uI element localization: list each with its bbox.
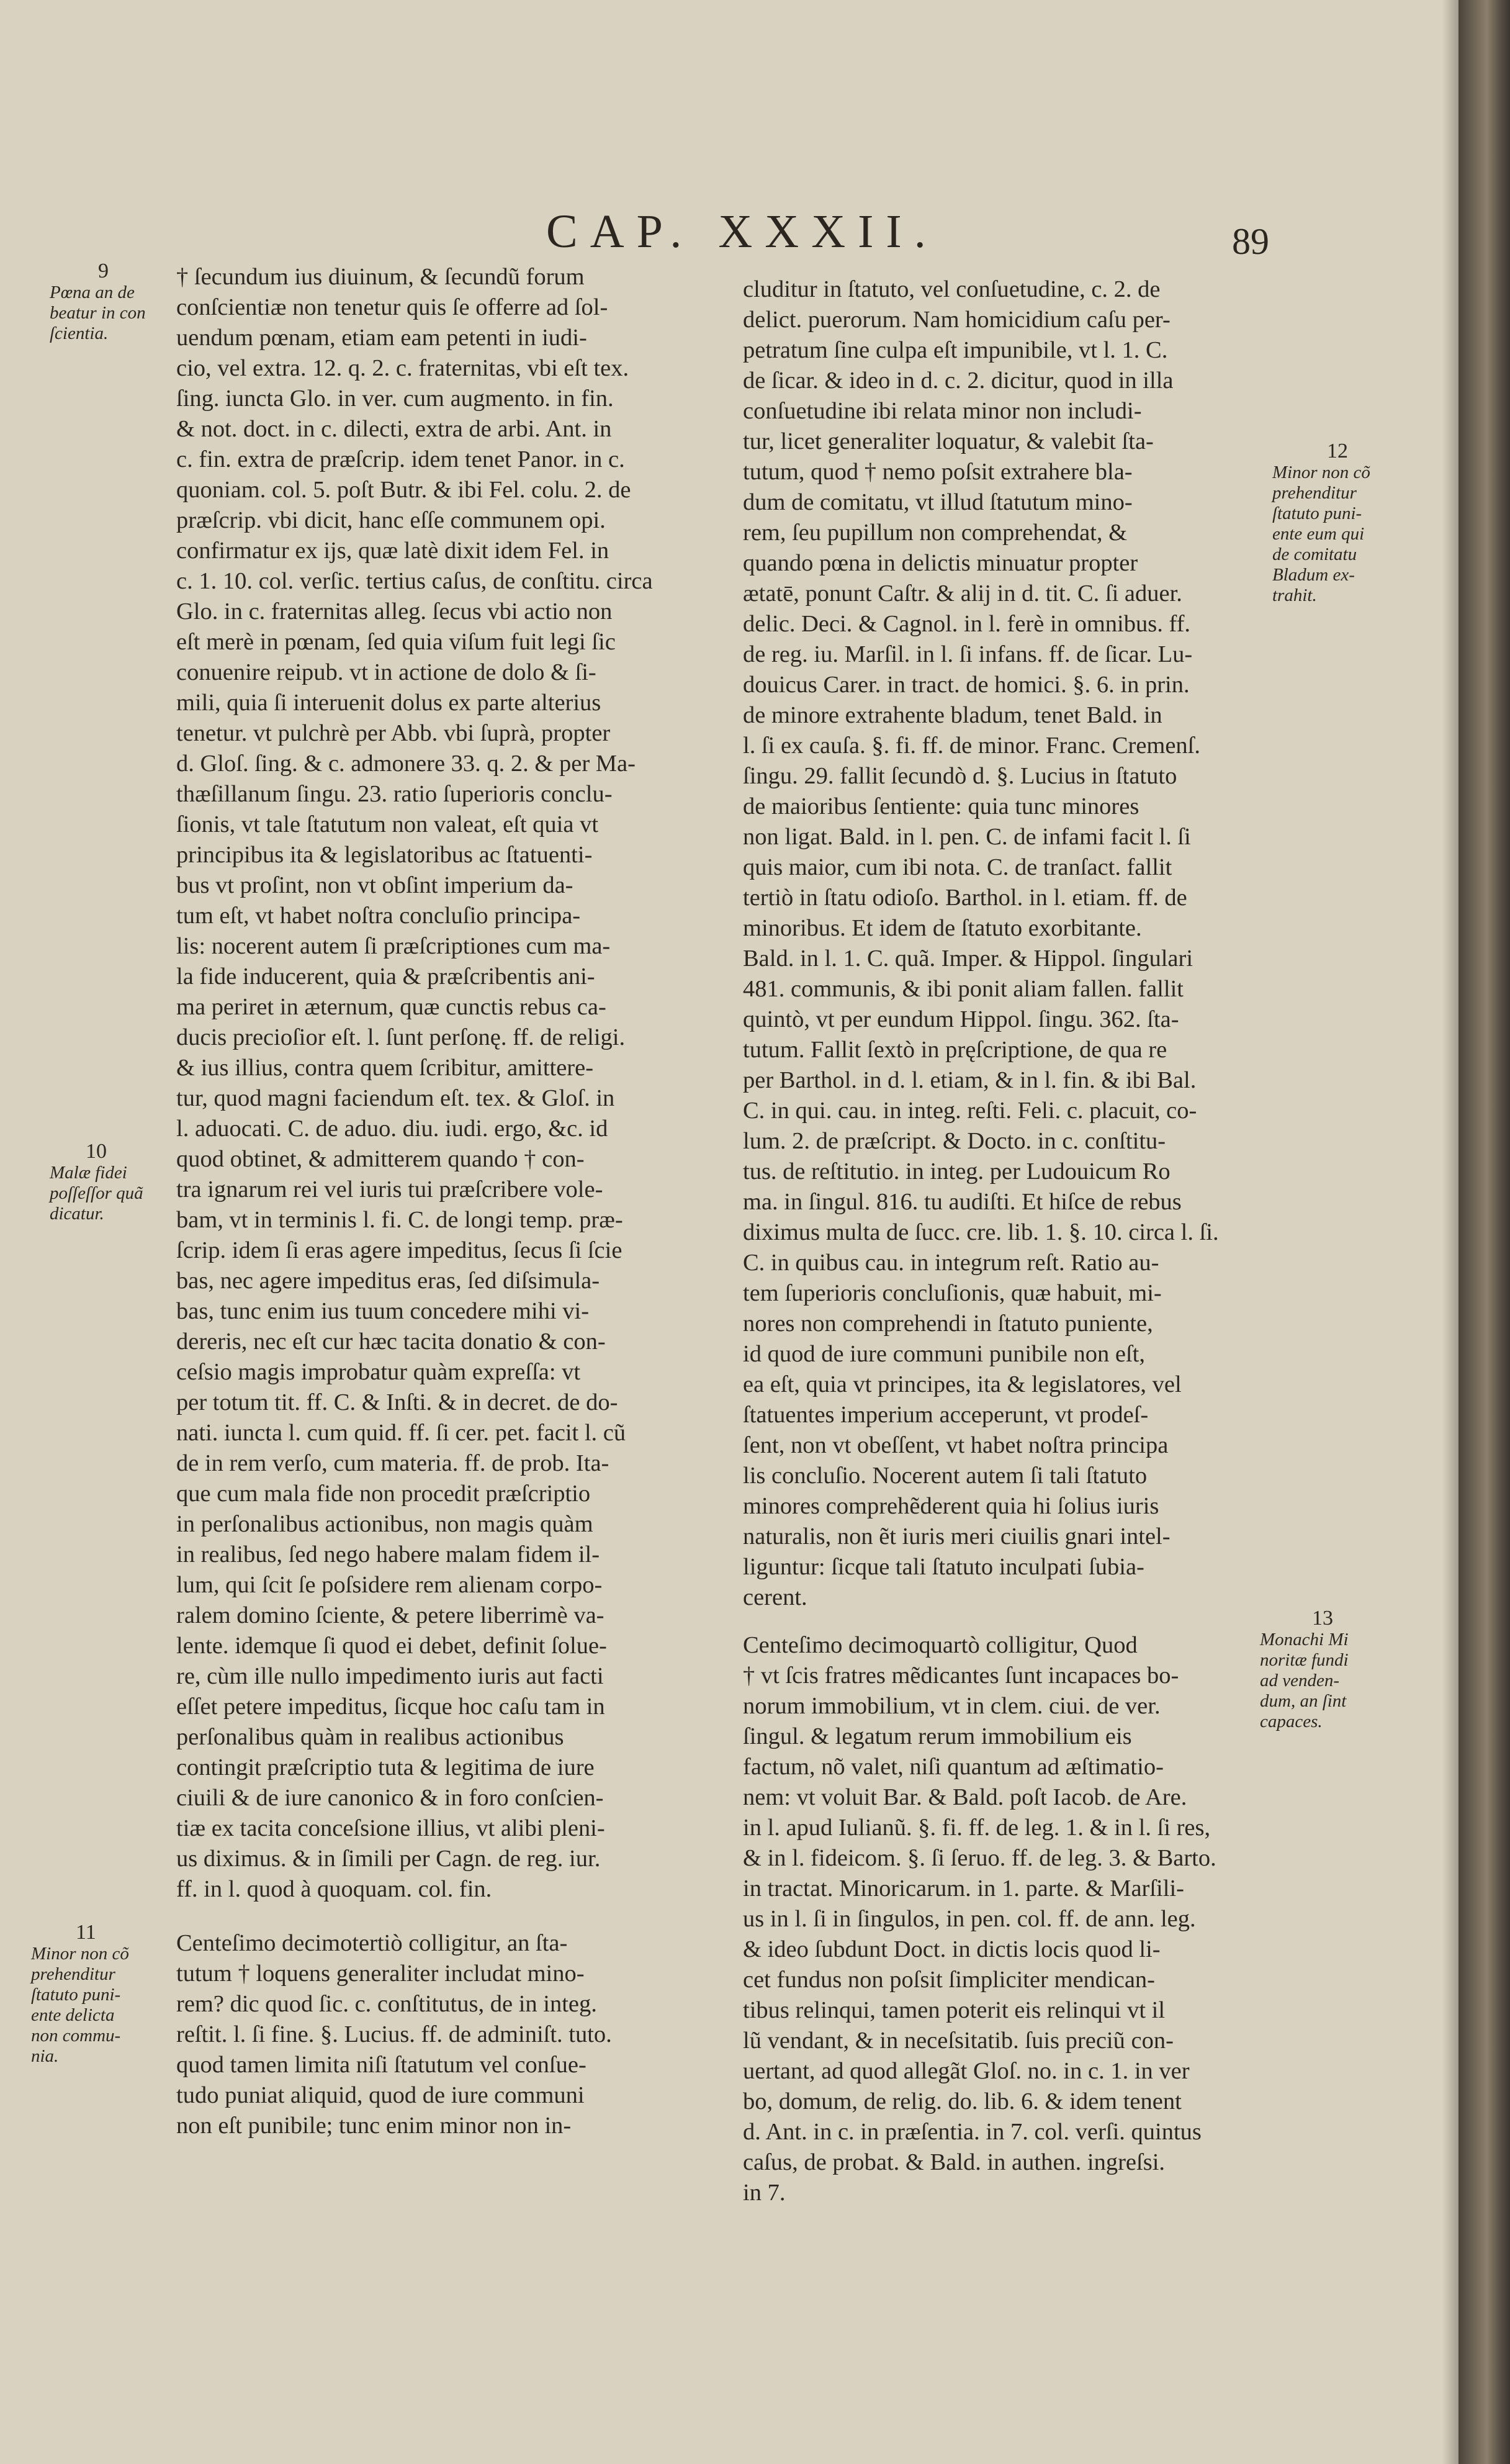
running-head: CAP. XXXII.: [546, 205, 938, 258]
text-line: que cum mala fide non procedit præſcriptio: [176, 1481, 591, 1507]
text-line: tenetur. vt pulchrè per Abb. vbi ſuprà, propter: [176, 720, 611, 746]
text-line: & ius illius, contra quem ſcribitur, amittere-: [176, 1055, 594, 1081]
text-line: lum, qui ſcit ſe poſsidere rem alienam corpo-: [176, 1572, 603, 1598]
margin-note-number: 10: [86, 1140, 107, 1163]
text-line: ralem domino ſciente, & petere liberrimè va-: [176, 1602, 604, 1628]
margin-note-line: de comitatu: [1272, 544, 1357, 564]
text-line: de reg. iu. Marſil. in l. ſi infans. ff. de ſicar. Lu-: [743, 641, 1193, 667]
text-line: de ſicar. & ideo in d. c. 2. dicitur, quod in illa: [743, 368, 1174, 394]
text-line: in realibus, ſed nego habere malam fidem il-: [176, 1541, 600, 1568]
text-line: in perſonalibus actionibus, non magis quàm: [176, 1511, 593, 1537]
left-text-column: [176, 262, 722, 2141]
text-line: lis: nocerent autem ſi præſcriptiones cum ma-: [176, 933, 611, 959]
text-line: dum de comitatu, vt illud ſtatutum mino-: [743, 489, 1133, 515]
margin-note-line: trahit.: [1272, 585, 1317, 605]
text-line: quando pœna in delictis minuatur propter: [743, 550, 1138, 576]
text-line: delic. Deci. & Cagnol. in l. ferè in omnibus. ff.: [743, 611, 1191, 637]
text-line: cluditur in ſtatuto, vel conſuetudine, c. 2. de: [743, 276, 1161, 302]
text-line: † ſecundum ius diuinum, & ſecundũ forum: [176, 264, 585, 290]
text-line: ſionis, vt tale ſtatutum non valeat, eſt quia vt: [176, 811, 599, 837]
text-line: & in l. fideicom. §. ſi ſeruo. ff. de leg. 3. & Barto.: [743, 1845, 1216, 1871]
text-line: re, cùm ille nullo impedimento iuris aut facti: [176, 1663, 604, 1689]
text-line: l. aduocati. C. de aduo. diu. iudi. ergo, &c. id: [176, 1116, 608, 1142]
text-line: c. 1. 10. col. verſic. tertius caſus, de conſtitu. circa: [176, 568, 653, 594]
text-line: minoribus. Et idem de ſtatuto exorbitante.: [743, 915, 1142, 941]
text-line: quod tamen limita niſi ſtatutum vel conſue-: [176, 2052, 586, 2078]
margin-note-line: capaces.: [1260, 1712, 1323, 1731]
text-line: tibus relinqui, tamen poterit eis relinqui vt il: [743, 1997, 1166, 2023]
margin-note-12: [1272, 441, 1370, 606]
text-line: tiæ ex tacita conceſsione illius, vt alibi pleni-: [176, 1815, 605, 1841]
text-line: tudo puniat aliquid, quod de iure communi: [176, 2082, 585, 2108]
text-line: conuenire reipub. vt in actione de dolo & ſi-: [176, 659, 596, 685]
text-line: c. fin. extra de præſcrip. idem tenet Panor. in c.: [176, 446, 625, 472]
text-line: Glo. in c. fraternitas alleg. ſecus vbi actio non: [176, 598, 613, 625]
text-line: Bald. in l. 1. C. quã. Imper. & Hippol. ſingulari: [743, 945, 1193, 972]
text-line: cerent.: [743, 1584, 807, 1610]
text-line: tertiò in ſtatu odioſo. Barthol. in l. etiam. ff. de: [743, 885, 1187, 911]
text-line: per Barthol. in d. l. etiam, & in l. fin. & ibi Bal.: [743, 1067, 1197, 1093]
text-line: mili, quia ſi interuenit dolus ex parte alterius: [176, 690, 601, 716]
text-line: bus vt proſint, non vt obſint imperium da-: [176, 872, 573, 898]
margin-note-line: dum, an ſint: [1260, 1691, 1347, 1711]
margin-note-line: ſcientia.: [50, 323, 109, 343]
text-line: ſing. iuncta Glo. in ver. cum augmento. in fin.: [176, 386, 614, 412]
margin-note-line: prehenditur: [1272, 483, 1357, 503]
margin-note-line: poſſeſſor quã: [50, 1183, 143, 1203]
text-line: reſtit. l. ſi fine. §. Lucius. ff. de adminiſt. tuto.: [176, 2021, 612, 2047]
page-number: 89: [1232, 221, 1269, 262]
text-line: quoniam. col. 5. poſt Butr. & ibi Fel. colu. 2. de: [176, 477, 631, 503]
text-line: tum eſt, vt habet noſtra concluſio principa-: [176, 903, 581, 929]
margin-note-line: beatur in con: [50, 303, 146, 323]
margin-note-line: non commu-: [31, 2026, 121, 2046]
text-line: factum, nõ valet, niſi quantum ad æſtimatio-: [743, 1754, 1164, 1780]
text-line: caſus, de probat. & Bald. in authen. ingreſsi.: [743, 2149, 1166, 2175]
text-line: tem ſuperioris concluſionis, quæ habuit, mi-: [743, 1280, 1162, 1306]
text-line: quod obtinet, & admitterem quando † con-: [176, 1146, 585, 1172]
text-line: Centeſimo decimotertiò colligitur, an ſta-: [176, 1930, 568, 1956]
text-line: naturalis, non ẽt iuris meri ciuilis gnari intel-: [743, 1523, 1171, 1550]
text-line: ma periret in æternum, quæ cunctis rebus ca-: [176, 994, 606, 1020]
text-line: norum immobilium, vt in clem. ciui. de ver.: [743, 1693, 1161, 1719]
margin-note-line: noritæ fundi: [1260, 1650, 1349, 1670]
margin-note-line: prehenditur: [31, 1964, 115, 1984]
text-line: tus. de reſtitutio. in integ. per Ludouicum Ro: [743, 1158, 1171, 1185]
text-line: bas, nec agere impeditus eras, ſed diſsimula-: [176, 1268, 600, 1294]
margin-note-11: [31, 1922, 129, 2067]
text-line: eſſet petere impeditus, ſicque hoc caſu tam in: [176, 1694, 605, 1720]
text-line: & ideo ſubdunt Doct. in dictis locis quod li-: [743, 1936, 1161, 1962]
margin-note-line: Malæ fidei: [50, 1163, 127, 1183]
text-line: us in l. ſi in ſingulos, in pen. col. ff. de ann. leg.: [743, 1906, 1196, 1932]
text-line: Centeſimo decimoquartò colligitur, Quod: [743, 1632, 1138, 1658]
text-line: liguntur: ſicque tali ſtatuto inculpati ſubia-: [743, 1554, 1144, 1580]
text-line: thæſillanum ſingu. 23. ratio ſuperioris conclu-: [176, 781, 613, 807]
margin-note-line: ad venden-: [1260, 1671, 1340, 1690]
text-line: 481. communis, & ibi ponit aliam fallen. fallit: [743, 976, 1184, 1002]
text-line: tutum, quod † nemo poſsit extrahere bla-: [743, 459, 1133, 485]
text-line: C. in quibus cau. in integrum reſt. Ratio au-: [743, 1250, 1159, 1276]
margin-note-line: Minor non cõ: [31, 1944, 129, 1964]
book-page-edges: [1458, 0, 1510, 2464]
text-line: petratum ſine culpa eſt impunibile, vt l. 1. C.: [743, 337, 1168, 363]
text-line: lũ vendant, & in neceſsitatib. ſuis preciũ con-: [743, 2028, 1174, 2054]
margin-note-number: 12: [1327, 440, 1348, 463]
text-line: bas, tunc enim ius tuum concedere mihi vi-: [176, 1298, 590, 1324]
text-line: tra ignarum rei vel iuris tui præſcribere vole-: [176, 1176, 603, 1203]
text-line: tutum † loquens generaliter includat mino-: [176, 1961, 585, 1987]
text-line: ſtatuentes imperium acceperunt, vt prodeſ-: [743, 1402, 1149, 1428]
margin-note-number: 11: [76, 1921, 96, 1944]
text-line: tur, licet generaliter loquatur, & valebit ſta-: [743, 428, 1154, 454]
margin-note-line: Monachi Mi: [1260, 1630, 1349, 1649]
text-line: præſcrip. vbi dicit, hanc eſſe communem opi.: [176, 507, 606, 533]
text-line: cio, vel extra. 12. q. 2. c. fraternitas, vbi eſt tex.: [176, 355, 629, 381]
text-line: uendum pœnam, etiam eam petenti in iudi-: [176, 325, 587, 351]
text-line: bam, vt in terminis l. fi. C. de longi temp. præ-: [176, 1207, 623, 1233]
text-line: eſt merè in pœnam, ſed quia viſum fuit legi ſic: [176, 629, 616, 655]
text-line: & not. doct. in c. dilecti, extra de arbi. Ant. in: [176, 416, 612, 442]
text-line: delict. puerorum. Nam homicidium caſu per-: [743, 307, 1171, 333]
text-line: la fide inducerent, quia & præſcribentis ani-: [176, 963, 595, 990]
text-line: diximus multa de ſucc. cre. lib. 1. §. 10. circa l. ſi.: [743, 1219, 1219, 1245]
text-line: lis concluſio. Nocerent autem ſi tali ſtatuto: [743, 1463, 1148, 1489]
text-line: douicus Carer. in tract. de homici. §. 6. in prin.: [743, 672, 1190, 698]
margin-note-line: ente delicta: [31, 2005, 115, 2025]
text-line: † vt ſcis fratres mẽdicantes ſunt incapaces bo-: [743, 1663, 1179, 1689]
text-line: nem: vt voluit Bar. & Bald. poſt Iacob. de Are.: [743, 1784, 1187, 1810]
text-line: rem, ſeu pupillum non comprehendat, &: [743, 520, 1128, 546]
text-line: non eſt punibile; tunc enim minor non in-: [176, 2113, 572, 2139]
text-line: perſonalibus quàm in realibus actionibus: [176, 1724, 564, 1750]
text-line: l. ſi ex cauſa. §. fi. ff. de minor. Franc. Cremenſ.: [743, 733, 1201, 759]
margin-note-10: [50, 1141, 143, 1224]
text-line: nati. iuncta l. cum quid. ff. ſi cer. pet. facit l. cũ: [176, 1420, 626, 1446]
text-line: d. Gloſ. ſing. & c. admonere 33. q. 2. & per Ma-: [176, 751, 636, 777]
text-line: in l. apud Iulianũ. §. fi. ff. de leg. 1. & in l. ſi res,: [743, 1815, 1211, 1841]
margin-note-line: ſtatuto puni-: [31, 1985, 121, 2005]
text-line: contingit præſcriptio tuta & legitima de iure: [176, 1754, 595, 1780]
text-line: tur, quod magni faciendum eſt. tex. & Gloſ. in: [176, 1085, 615, 1111]
text-line: non ligat. Bald. in l. pen. C. de infami facit l. ſi: [743, 824, 1191, 850]
text-line: ea eſt, quia vt principes, ita & legislatores, vel: [743, 1371, 1182, 1397]
text-line: confirmatur ex ijs, quæ latè dixit idem Fel. in: [176, 538, 609, 564]
text-line: quis maior, cum ibi nota. C. de tranſact. fallit: [743, 854, 1172, 880]
text-line: ſingul. & legatum rerum immobilium eis: [743, 1723, 1132, 1749]
text-line: ma. in ſingul. 816. tu audiſti. Et hiſce de rebus: [743, 1189, 1182, 1215]
text-line: conſuetudine ibi relata minor non includi-: [743, 398, 1142, 424]
margin-note-line: Minor non cõ: [1272, 463, 1370, 482]
text-line: C. in qui. cau. in integ. reſti. Feli. c. placuit, co-: [743, 1098, 1197, 1124]
text-line: minores comprehẽderent quia hi ſolius iuris: [743, 1493, 1159, 1519]
text-line: us diximus. & in ſimili per Cagn. de reg. iur.: [176, 1846, 601, 1872]
text-line: in 7.: [743, 2180, 786, 2206]
text-line: in tractat. Minoricarum. in 1. parte. & Marſili-: [743, 1875, 1184, 1902]
text-line: de maioribus ſentiente: quia tunc minores: [743, 793, 1139, 819]
text-line: id quod de iure communi punibile non eſt,: [743, 1341, 1145, 1367]
text-line: ciuili & de iure canonico & in foro conſcien-: [176, 1785, 604, 1811]
text-line: lum. 2. de præſcript. & Docto. in c. conſtitu-: [743, 1128, 1166, 1154]
margin-note-9: [50, 261, 146, 344]
margin-note-line: nia.: [31, 2046, 59, 2066]
text-line: rem? dic quod ſic. c. conſtitutus, de in integ.: [176, 1991, 597, 2017]
text-line: uertant, ad quod allegãt Gloſ. no. in c. 1. in ver: [743, 2058, 1190, 2084]
text-line: ætatē, ponunt Caſtr. & alij in d. tit. C. ſi aduer.: [743, 580, 1182, 607]
margin-note-number: 9: [98, 259, 109, 282]
margin-note-line: Pœna an de: [50, 282, 135, 302]
margin-note-line: ſtatuto puni-: [1272, 503, 1362, 523]
text-line: bo, domum, de relig. do. lib. 6. & idem tenent: [743, 2088, 1182, 2114]
text-line: lente. idemque ſi quod ei debet, definit ſolue-: [176, 1633, 607, 1659]
text-line: conſcientiæ non tenetur quis ſe offerre ad ſol-: [176, 294, 608, 320]
text-line: cet fundus non poſsit ſimpliciter mendican-: [743, 1967, 1155, 1993]
margin-note-line: ente eum qui: [1272, 524, 1365, 544]
text-line: principibus ita & legislatoribus ac ſtatuenti-: [176, 842, 593, 868]
text-line: ducis precioſior eſt. l. ſunt perſonę. ff. de religi.: [176, 1024, 626, 1050]
text-line: de minore extrahente bladum, tenet Bald. in: [743, 702, 1162, 728]
text-line: ſent, non vt obeſſent, vt habet noſtra principa: [743, 1432, 1169, 1458]
text-line: dereris, nec eſt cur hæc tacita donatio & con-: [176, 1329, 606, 1355]
text-line: nores non comprehendi in ſtatuto puniente,: [743, 1311, 1153, 1337]
text-line: quintò, vt per eundum Hippol. ſingu. 362. ſta-: [743, 1006, 1179, 1032]
text-line: ff. in l. quod à quoquam. col. fin.: [176, 1876, 492, 1902]
text-line: per totum tit. ff. C. & Inſti. & in decret. de do-: [176, 1389, 618, 1415]
text-line: de in rem verſo, cum materia. ff. de prob. Ita-: [176, 1450, 609, 1476]
margin-note-number: 13: [1312, 1607, 1333, 1630]
text-line: tutum. Fallit ſextò in pręſcriptione, de qua re: [743, 1037, 1167, 1063]
text-line: ſingu. 29. fallit ſecundò d. §. Lucius in ſtatuto: [743, 763, 1177, 789]
text-line: ceſsio magis improbatur quàm expreſſa: vt: [176, 1359, 581, 1385]
margin-note-line: Bladum ex-: [1272, 565, 1355, 585]
text-line: d. Ant. in c. in præſentia. in 7. col. verſi. quintus: [743, 2119, 1202, 2145]
right-text-column: [743, 274, 1270, 2208]
margin-note-13: [1260, 1608, 1349, 1732]
text-line: ſcrip. idem ſi eras agere impeditus, ſecus ſi ſcie: [176, 1237, 622, 1263]
margin-note-line: dicatur.: [50, 1204, 104, 1224]
